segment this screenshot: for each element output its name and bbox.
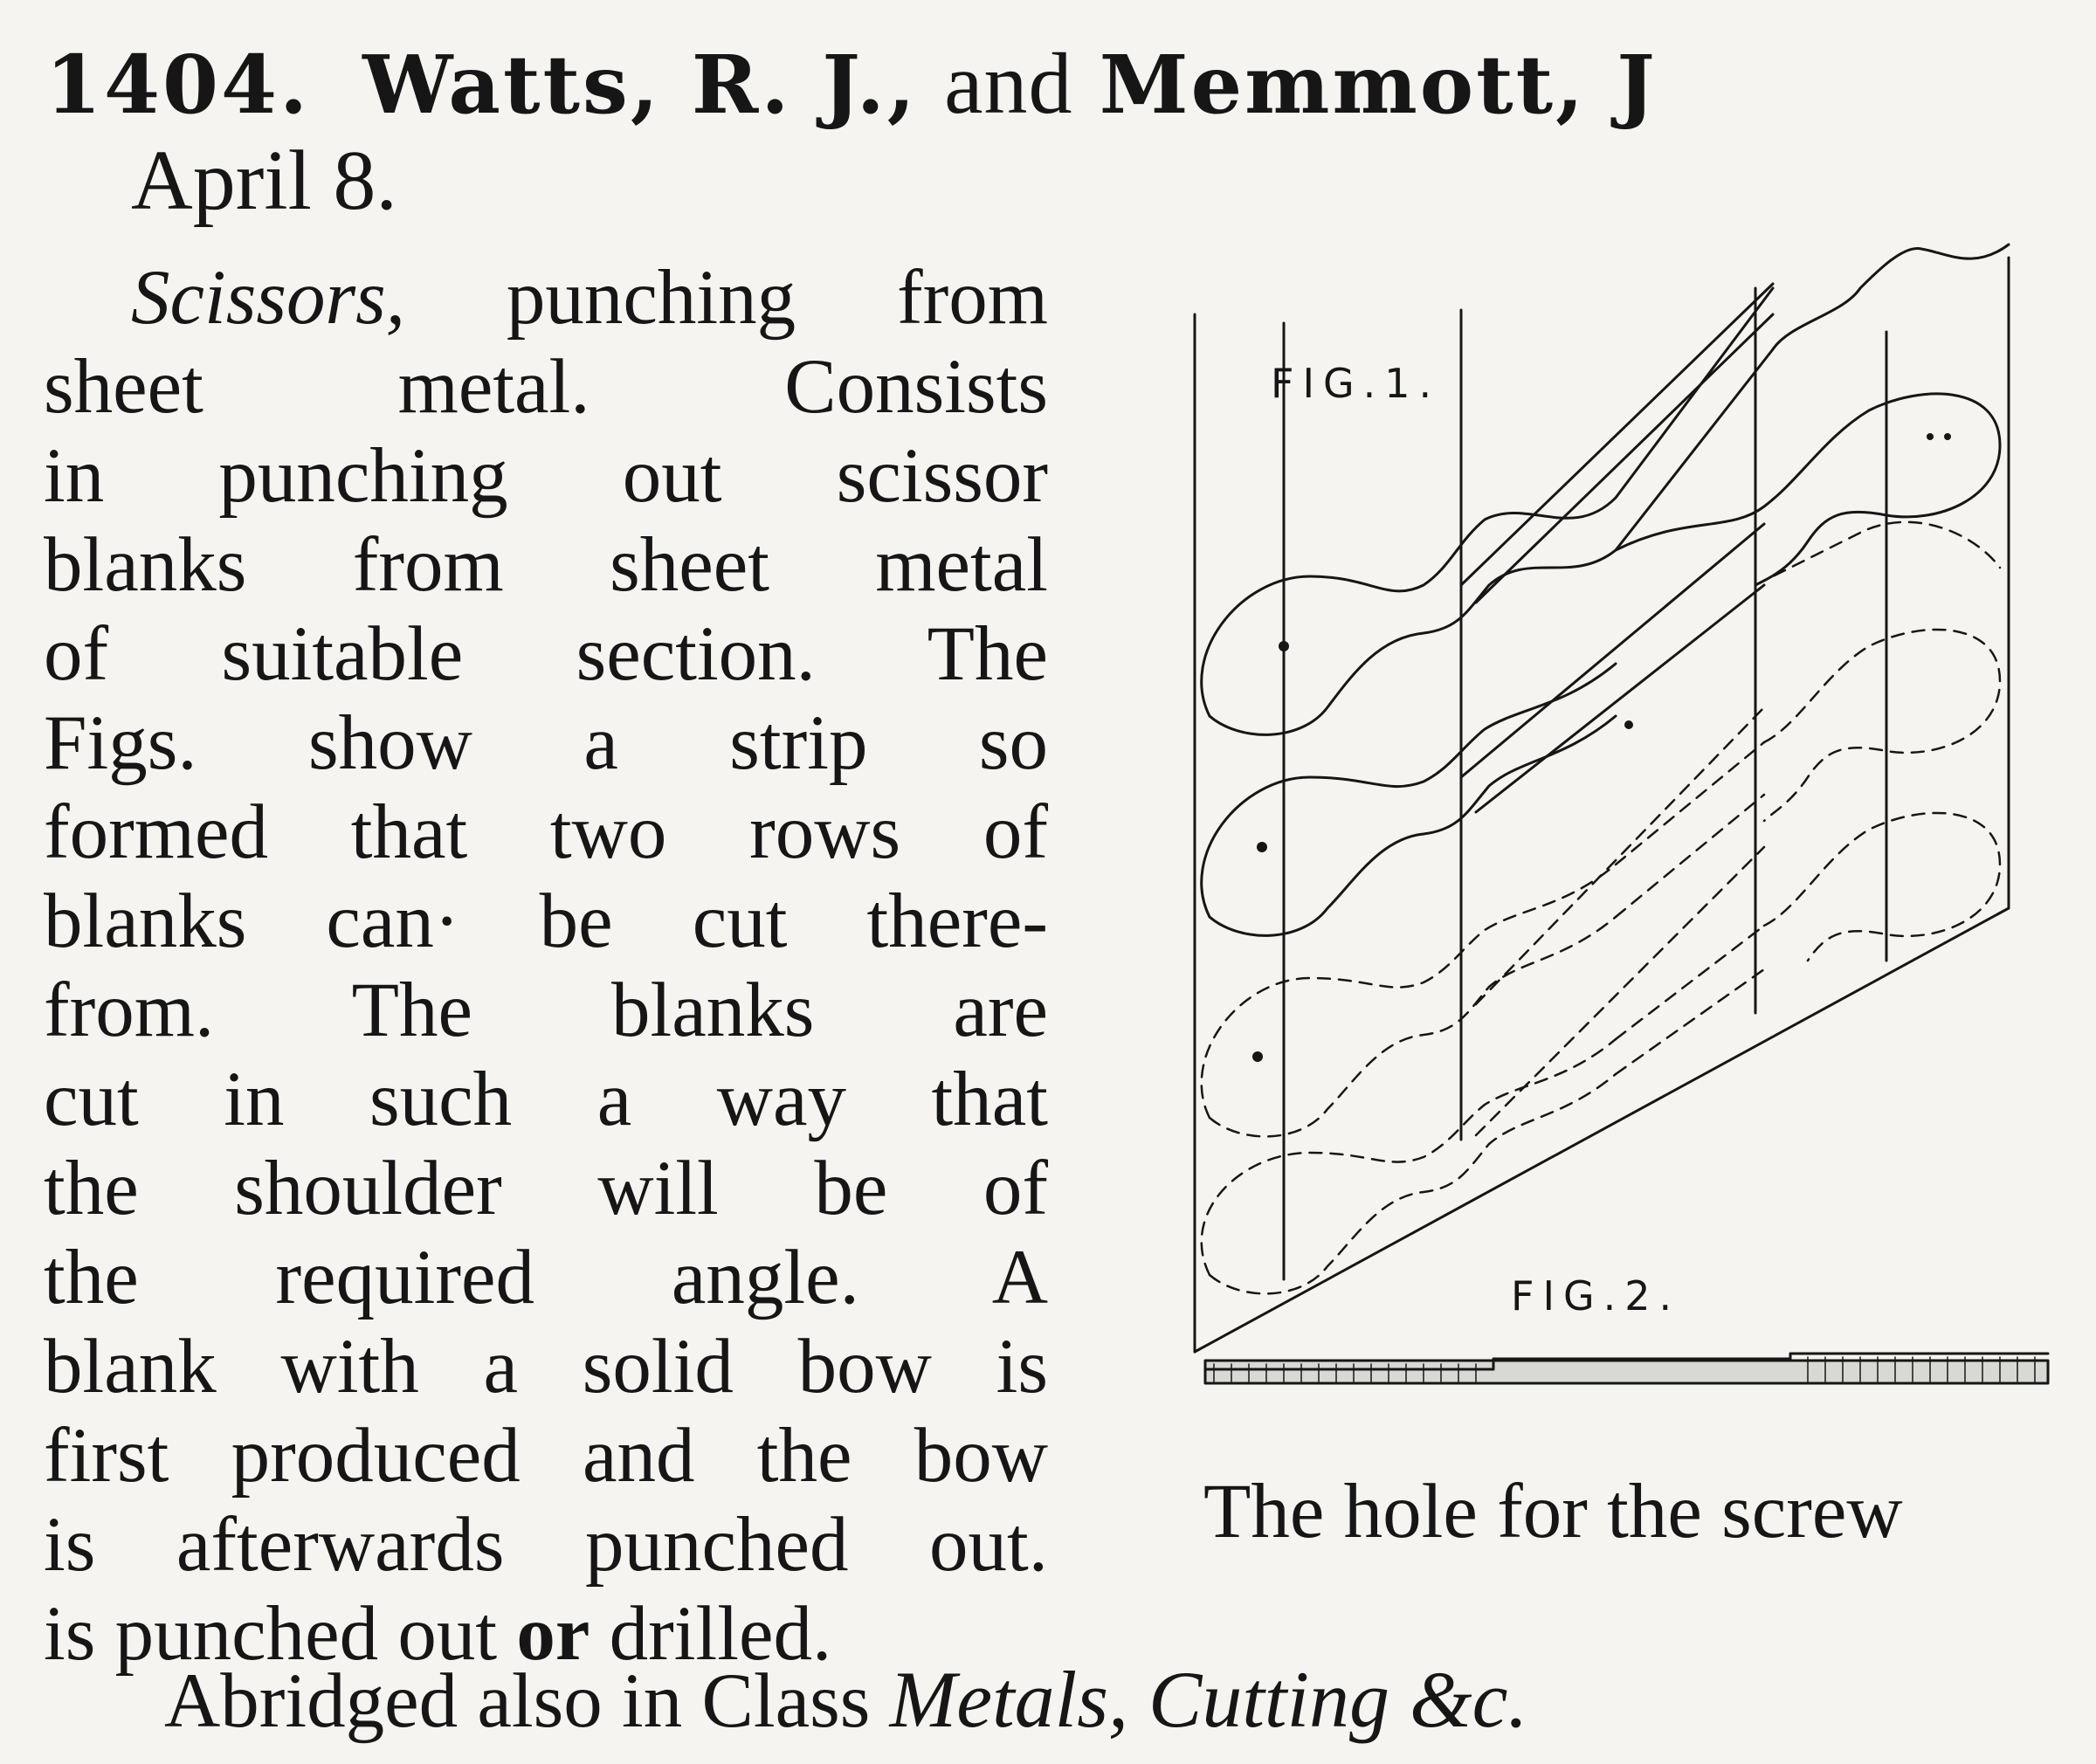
abstract-line: is afterwards punched out.: [44, 1502, 1048, 1588]
entry-heading: [45, 31, 2080, 138]
solid-blank-upper: [1202, 284, 1773, 734]
entry-number: 1404.: [45, 38, 311, 132]
abstract-line: blanks can· be cut there-: [44, 879, 1048, 964]
class-name: Metals, Cutting &c.: [889, 1655, 1528, 1744]
fig1-label: FIG.1.: [1271, 360, 1441, 407]
solid-blank-upper-right: [1616, 245, 2009, 585]
abstract-line: the shoulder will be of: [44, 1146, 1048, 1231]
abstract-line: first produced and the bow: [44, 1413, 1048, 1499]
abridged-note: Abridged also in Class Metals, Cutting &c.: [164, 1655, 1528, 1744]
inventor-name-2: Memmott, J: [1099, 38, 1658, 132]
abstract-line: the required angle. A: [44, 1235, 1048, 1320]
entry-date: April 8.: [131, 134, 397, 228]
abstract-line: blank with a solid bow is: [44, 1324, 1048, 1409]
subject-term: Scissors,: [131, 255, 406, 341]
strip-outline: [1195, 258, 2009, 1352]
abstract-line: cut in such a way that: [44, 1057, 1048, 1142]
abstract-line: blanks from sheet metal: [44, 522, 1048, 608]
inventor-name-1: Watts, R. J.,: [362, 38, 918, 132]
abstract-line: in punching out scissor: [44, 433, 1048, 519]
abstract-text: [44, 253, 1048, 1678]
heading-conjunction: and: [944, 35, 1073, 132]
abstract-continuation: The hole for the screw: [1203, 1469, 1903, 1554]
abstract-line: of suitable section. The: [44, 611, 1048, 697]
scissor-blank-strip-figure: [1162, 218, 2070, 1397]
abstract-line: sheet metal. Consists: [44, 344, 1048, 430]
fig2-label: FIG.2.: [1511, 1272, 1681, 1320]
abstract-line: formed that two rows of: [44, 789, 1048, 875]
abstract-line: is punched out or drilled.: [44, 1591, 832, 1677]
abstract-line: Scissors, punching from: [131, 255, 1049, 341]
hole-marks: [1252, 433, 1951, 1062]
abstract-line: Figs. show a strip so: [44, 700, 1048, 786]
abstract-line: from. The blanks are: [44, 968, 1048, 1053]
dashed-blanks: [1202, 522, 2000, 1294]
solid-blank-lower: [1202, 524, 1764, 935]
fig2-section-bar: [1205, 1354, 2048, 1383]
